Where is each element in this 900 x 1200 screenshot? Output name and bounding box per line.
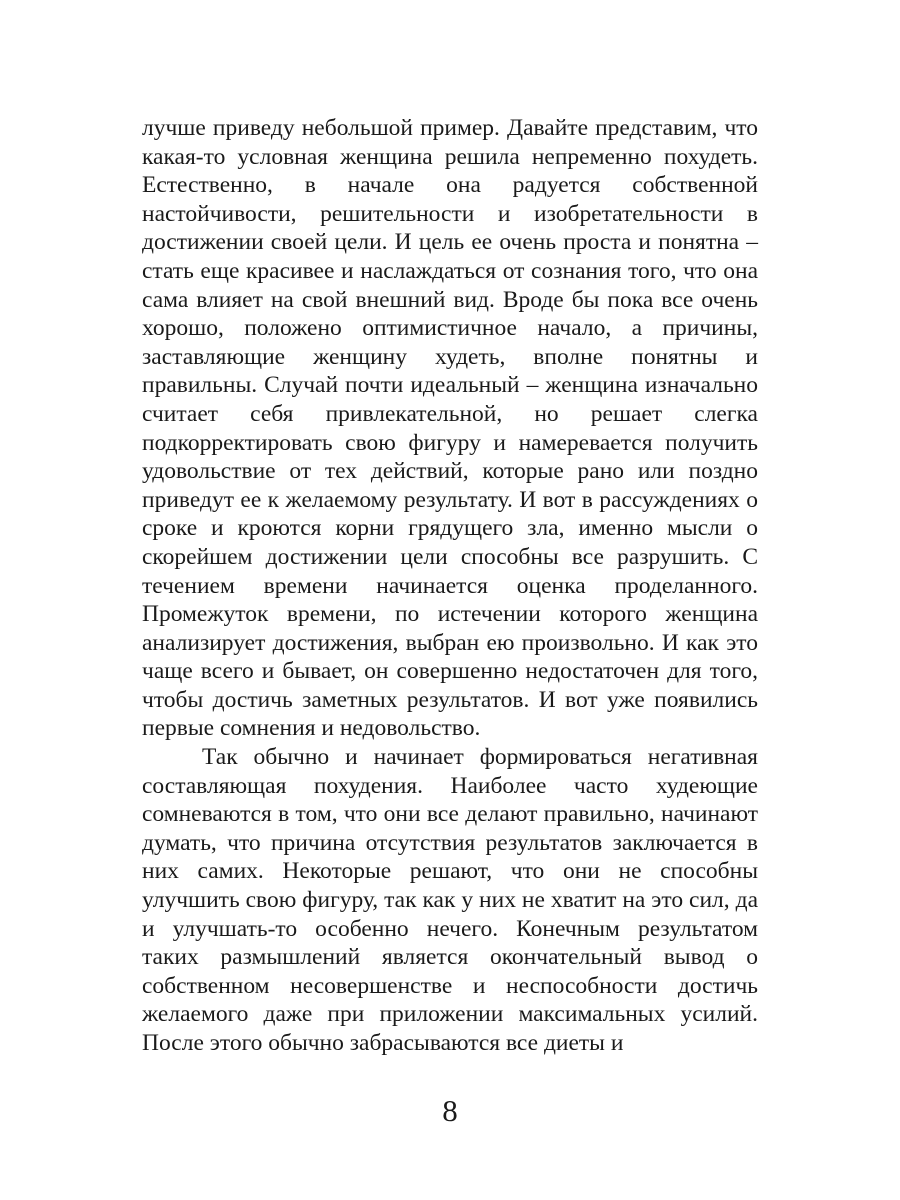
body-text (142, 114, 758, 1058)
paragraph-negative-component: Так обычно и начинает формироваться негативная составляющая похудения. Наиболее часто худеющие сомневаются в том, что они все делают правильно, начинают думать, что причина отсутствия результатов заключается в них самих. Некоторые решают, что они не способны улучшить свою фигуру, так как у них не хватит на это сил, да и улучшать-то особенно нечего. Конечным результатом таких размышлений является окончательный вывод о собственном несовершенстве и неспособности достичь желаемого даже при приложении максимальных усилий. После этого обычно забрасываются все диеты и (142, 744, 758, 1056)
paragraph-continuation: лучше приведу небольшой пример. Давайте представим, что какая-то условная женщина решила непременно похудеть. Естественно, в начале она радуется собственной настойчивости, решительности и изобретательности в достижении своей цели. И цель ее очень проста и понятна – стать еще красивее и наслаждаться от сознания того, что она сама влияет на свой внешний вид. Вроде бы пока все очень хорошо, положено оптимистичное начало, а причины, заставляющие женщину худеть, вполне понятны и правильны. Случай почти идеальный – женщина изначально считает себя привлекательной, но решает слегка подкорректировать свою фигуру и намеревается получить удовольствие от тех действий, которые рано или поздно приведут ее к желаемому результату. И вот в рассуждениях о сроке и кроются корни грядущего зла, именно мысли о скорейшем достижении цели способны все разрушить. С течением времени начинается оценка проделанного. Промежуток времени, по истечении которого женщина анализирует достижения, выбран ею произвольно. И как это чаще всего и бывает, он совершенно недостаточен для того, чтобы достичь заметных результатов. И вот уже появились первые сомнения и недовольство. (142, 115, 758, 742)
page-number: 8 (442, 1093, 458, 1128)
